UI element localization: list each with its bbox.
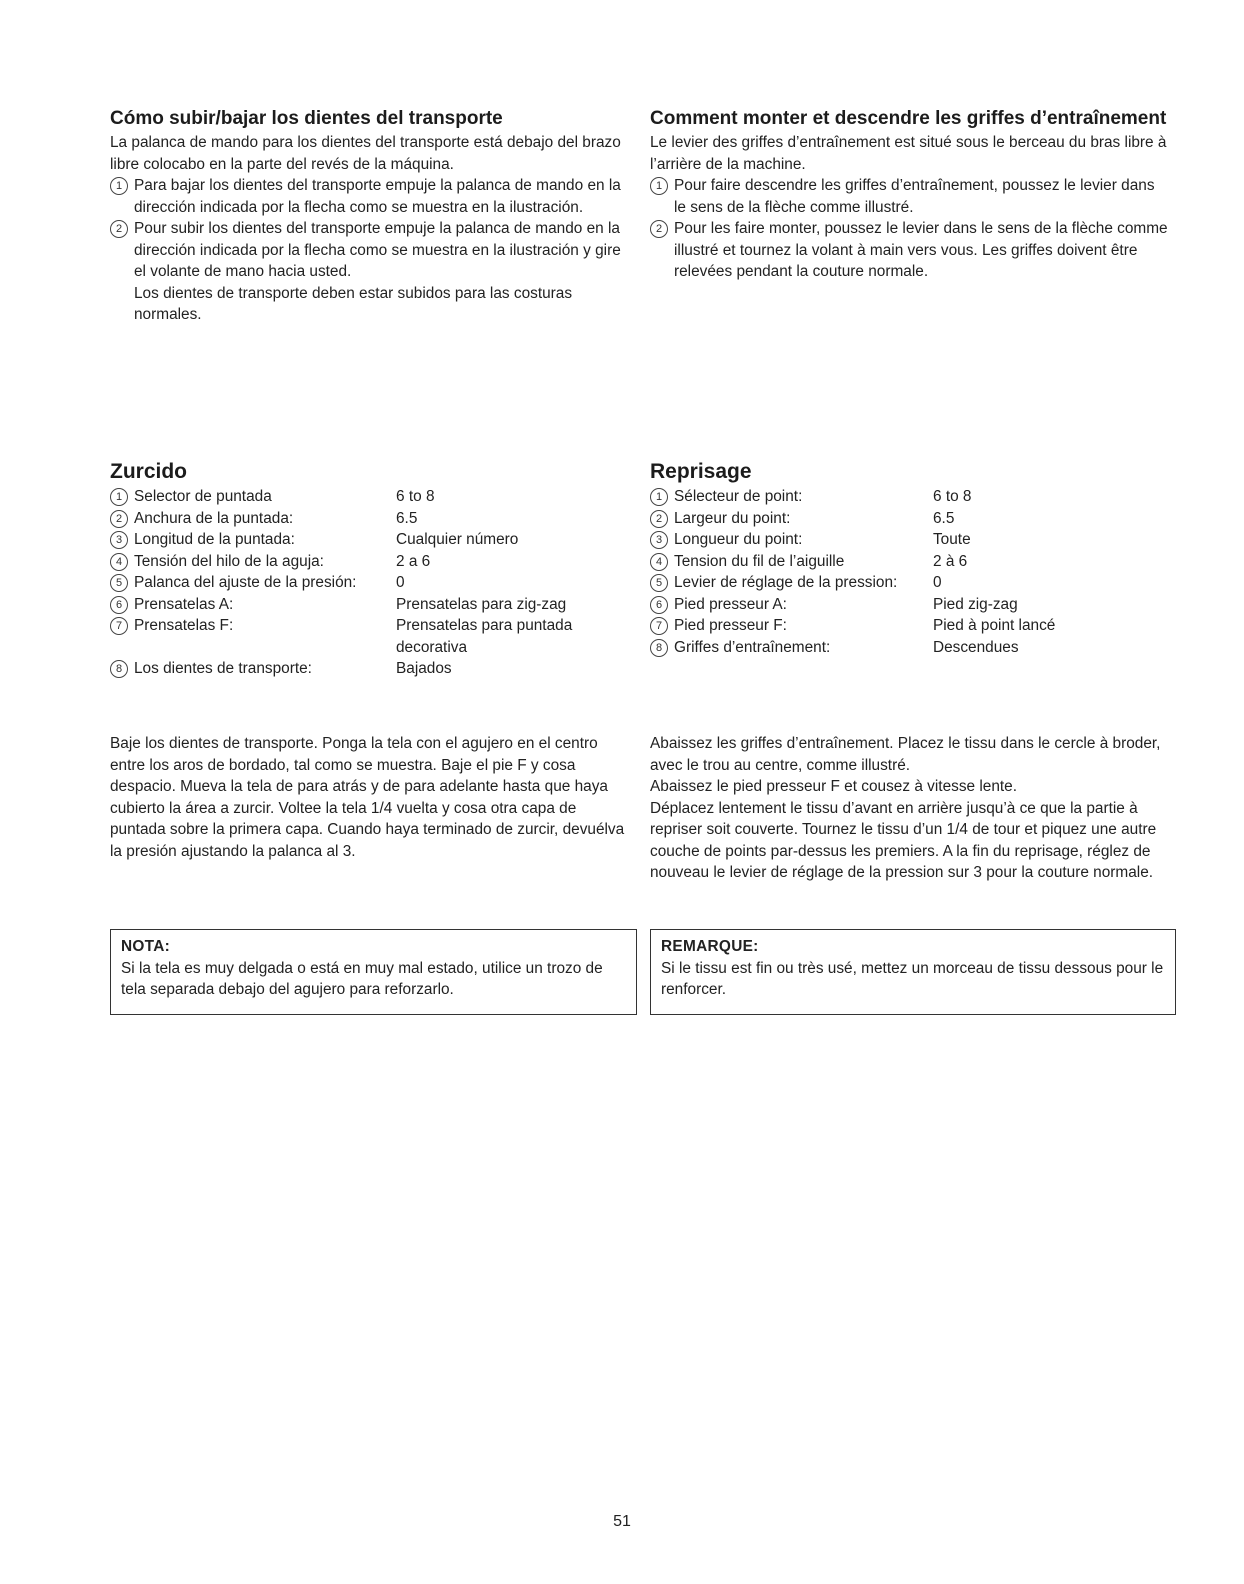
circled-number: 1: [650, 488, 668, 506]
setting-label-cell: [650, 551, 933, 573]
settings-row: [110, 529, 616, 551]
settings-row: [650, 551, 1170, 573]
fr-note-box: [650, 929, 1176, 1015]
settings-row: [650, 572, 1170, 594]
setting-value: Prensatelas para puntada decorativa: [396, 617, 573, 656]
setting-label-cell: [650, 486, 933, 508]
circled-number: 2: [110, 510, 128, 528]
circled-number: 5: [650, 574, 668, 592]
setting-label: Longitud de la puntada:: [134, 531, 295, 548]
setting-value: Pied zig-zag: [932, 595, 1018, 613]
circled-number: 8: [650, 639, 668, 657]
setting-label: Anchura de la puntada:: [134, 509, 294, 527]
settings-row: [110, 486, 616, 508]
setting-label: Prensatelas A:: [134, 595, 234, 613]
fr-transport-intro: Le levier des griffes d’entraînement est situé sous le berceau du bras libre à l’arrière de la machine.: [650, 134, 1167, 173]
circled-number: 4: [110, 553, 128, 571]
setting-label: Pied presseur F:: [674, 617, 787, 634]
es-darning-body: [110, 733, 630, 862]
circled-number: 2: [650, 220, 668, 238]
es-transport-heading: Cómo subir/bajar los dientes del transporte: [110, 108, 503, 129]
setting-label: Selector de puntada: [134, 488, 272, 505]
setting-value: Descendues: [932, 638, 1019, 656]
setting-label: Largeur du point:: [674, 509, 791, 527]
setting-value: 6.5: [932, 509, 955, 527]
setting-label-cell: [110, 658, 396, 680]
fr-darning-line-2: Abaissez le pied presseur F et cousez à vitesse lente.: [650, 778, 1018, 795]
step-text: Pour faire descendre les griffes d’entraînement, poussez le levier dans le sens de la flèche comme illustré.: [674, 177, 1155, 216]
es-darning-section: [110, 460, 630, 680]
es-note-title: NOTA:: [121, 938, 171, 955]
setting-label: Palanca del ajuste de la presión:: [134, 574, 357, 591]
setting-label-cell: [650, 637, 933, 659]
setting-label-cell: [110, 551, 396, 573]
circled-number: 1: [110, 177, 128, 195]
es-settings-table: [110, 486, 616, 680]
circled-number: 3: [110, 531, 128, 549]
fr-darning-line-3: Déplacez lentement le tissu d’avant en arrière jusqu’à ce que la partie à repriser soit couverte. Tournez le tissu d’un 1/4 de tour et piquez une autre couche de points par-dessus les premiers. A la fin du reprisage, réglez de nouveau le levier de réglage de la pression sur 3 pour la couture normale.: [650, 799, 1157, 881]
setting-value: Bajados: [396, 660, 452, 677]
setting-label-cell: [110, 529, 396, 551]
fr-darning-heading: Reprisage: [650, 460, 752, 483]
circled-number: 8: [110, 660, 128, 678]
settings-row: [110, 508, 616, 530]
setting-label: Tensión del hilo de la aguja:: [134, 552, 324, 570]
fr-darning-line-1: Abaissez les griffes d’entraînement. Placez le tissu dans le cercle à broder, avec le trou au centre, comme illustré.: [650, 735, 1161, 774]
setting-label-cell: [110, 594, 396, 616]
setting-label-cell: [110, 508, 396, 530]
setting-value: Prensatelas para zig-zag: [396, 595, 567, 613]
setting-label: Sélecteur de point:: [674, 488, 803, 505]
page-number: 51: [613, 1513, 631, 1530]
setting-label-cell: [650, 529, 933, 551]
step-text: Pour les faire monter, poussez le levier dans le sens de la flèche comme illustré et tournez la volant à main vers vous. Les griffes doivent être relevées pendant la couture normale.: [674, 220, 1168, 280]
setting-value: Pied à point lancé: [932, 617, 1056, 634]
setting-value: 0: [396, 574, 405, 591]
setting-value: Cualquier número: [396, 531, 519, 548]
es-transport-step-2: [110, 218, 630, 283]
setting-label: Tension du fil de l’aiguille: [674, 552, 845, 570]
setting-label-cell: [110, 572, 396, 594]
circled-number: 6: [650, 596, 668, 614]
fr-transport-step-2: [650, 218, 1170, 283]
step-text: Pour subir los dientes del transporte empuje la palanca de mando en la dirección indicada por la flecha como se muestra en la ilustración y gire el volante de mano hacia usted.: [134, 220, 621, 280]
circled-number: 2: [650, 510, 668, 528]
settings-row: [110, 658, 616, 680]
circled-number: 3: [650, 531, 668, 549]
setting-label: Levier de réglage de la pression:: [674, 574, 898, 591]
setting-label-cell: [650, 594, 933, 616]
setting-label-cell: [650, 572, 933, 594]
settings-row: [110, 572, 616, 594]
circled-number: 7: [110, 617, 128, 635]
setting-label-cell: [650, 615, 933, 637]
fr-transport-step-1: [650, 175, 1170, 218]
setting-label: Los dientes de transporte:: [134, 660, 312, 677]
settings-row: [650, 594, 1170, 616]
circled-number: 1: [650, 177, 668, 195]
es-note-text: Si la tela es muy delgada o está en muy mal estado, utilice un trozo de tela separada debajo del agujero para reforzarlo.: [121, 959, 603, 998]
settings-row: [110, 551, 616, 573]
circled-number: 5: [110, 574, 128, 592]
fr-note-text: Si le tissu est fin ou très usé, mettez un morceau de tissu dessous pour le renforcer.: [661, 959, 1164, 998]
circled-number: 4: [650, 553, 668, 571]
fr-darning-section: [650, 460, 1170, 658]
step-text: Para bajar los dientes del transporte empuje la palanca de mando en la dirección indicada por la flecha como se muestra en la ilustración.: [134, 177, 621, 216]
es-darning-paragraph: Baje los dientes de transporte. Ponga la tela con el agujero en el centro entre los aros de bordado, tal como se muestra. Baje el pie F y cosa despacio. Mueva la tela de para atrás y de para adelante hasta que haya cubierto la área a zurcir. Voltee la tela 1/4 vuelta y cosa otra capa de puntada sobre la primera capa. Cuando haya terminado de zurcir, devuélva la presión ajustando la palanca al 3.: [110, 735, 625, 860]
es-transport-intro: La palanca de mando para los dientes del transporte está debajo del brazo libre colocabo en la parte del revés de la máquina.: [110, 134, 621, 173]
settings-row: [650, 508, 1170, 530]
setting-label-cell: [110, 615, 396, 658]
setting-value: 2 a 6: [396, 552, 431, 570]
circled-number: 2: [110, 220, 128, 238]
setting-value: 6 to 8: [932, 488, 972, 505]
setting-value: Toute: [932, 531, 971, 548]
circled-number: 1: [110, 488, 128, 506]
settings-row: [650, 486, 1170, 508]
circled-number: 7: [650, 617, 668, 635]
settings-row: [650, 615, 1170, 637]
setting-value: 0: [932, 574, 942, 591]
circled-number: 6: [110, 596, 128, 614]
es-note-box: [110, 929, 637, 1015]
fr-settings-table: [650, 486, 1170, 658]
setting-value: 6.5: [396, 509, 418, 527]
setting-label: Prensatelas F:: [134, 617, 234, 634]
setting-value: 2 à 6: [932, 552, 968, 570]
setting-label-cell: [650, 508, 933, 530]
fr-darning-body: [650, 733, 1175, 884]
setting-value: 6 to 8: [396, 488, 435, 505]
settings-row: [650, 529, 1170, 551]
fr-note-title: REMARQUE:: [661, 938, 759, 955]
settings-row: [110, 594, 616, 616]
setting-label: Longueur du point:: [674, 531, 803, 548]
es-darning-heading: Zurcido: [110, 460, 187, 483]
setting-label: Griffes d’entraînement:: [674, 638, 831, 656]
es-transport-section: [110, 108, 630, 326]
settings-row: [650, 637, 1170, 659]
settings-row: [110, 615, 616, 658]
fr-transport-section: [650, 108, 1170, 283]
es-transport-step-1: [110, 175, 630, 218]
setting-label: Pied presseur A:: [674, 595, 787, 613]
es-transport-extra: Los dientes de transporte deben estar subidos para las costuras normales.: [134, 284, 573, 323]
fr-transport-heading: Comment monter et descendre les griffes d’entraînement: [650, 108, 1167, 129]
setting-label-cell: [110, 486, 396, 508]
